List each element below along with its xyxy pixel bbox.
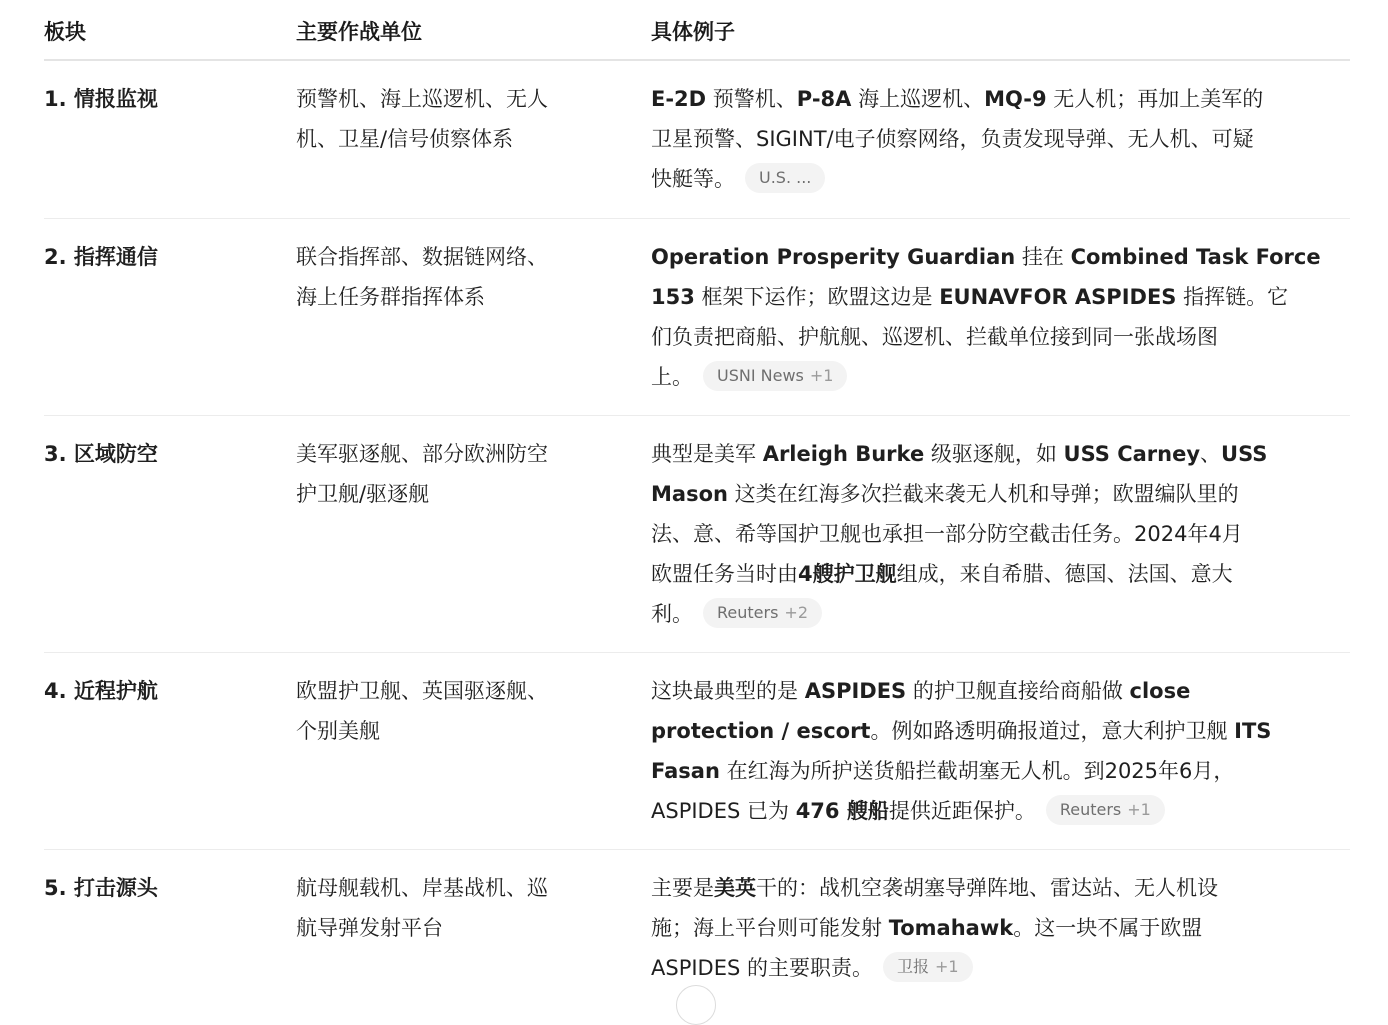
text-segment: 们负责把商船、护航舰、巡逻机、拦截单位接到同一张战场图 <box>651 325 1218 349</box>
example-cell <box>651 671 1350 831</box>
source-citation-badge[interactable] <box>703 361 847 391</box>
text-segment: 、 <box>1200 442 1222 466</box>
units-line: 预警机、海上巡逻机、无人 <box>296 87 548 111</box>
bold-text: USS Carney <box>1063 442 1201 466</box>
source-citation-badge[interactable] <box>703 598 822 628</box>
citation-source: 卫报 <box>897 957 930 976</box>
bold-text: Arleigh Burke <box>762 442 925 466</box>
units-line: 机、卫星/信号侦察体系 <box>296 127 514 151</box>
text-segment: 。这一块不属于欧盟 <box>1013 916 1203 940</box>
example-line <box>651 357 1350 397</box>
citation-extra-count: +1 <box>809 366 834 385</box>
bold-text: 153 <box>651 285 695 309</box>
example-line <box>651 514 1350 554</box>
bold-text: Combined Task Force <box>1070 245 1321 269</box>
bold-text: Mason <box>651 482 728 506</box>
units-line: 个别美舰 <box>296 719 380 743</box>
citation-extra-count: +1 <box>1127 800 1151 819</box>
units-line: 联合指挥部、数据链网络、 <box>296 245 548 269</box>
text-segment: 。例如路透明确报道过，意大利护卫舰 <box>870 719 1235 743</box>
units-line: 航母舰载机、岸基战机、巡 <box>296 876 548 900</box>
example-line <box>651 671 1350 711</box>
text-segment: 法、意、希等国护卫舰也承担一部分防空截击任务。2024年4月 <box>651 522 1243 546</box>
example-line <box>651 317 1350 357</box>
text-segment: 在红海为所护送货船拦截胡塞无人机。到2025年6月， <box>719 759 1235 783</box>
example-line <box>651 119 1350 159</box>
example-line <box>651 237 1350 277</box>
bold-text: 4艘护卫舰 <box>798 562 897 586</box>
table-row <box>44 653 1350 850</box>
header-sector: 板块 <box>44 20 86 44</box>
table-header <box>44 0 1350 61</box>
text-segment: 施；海上平台则可能发射 <box>651 916 889 940</box>
text-segment: 级驱逐舰，如 <box>924 442 1064 466</box>
text-segment: 卫星预警、SIGINT/电子侦察网络，负责发现导弹、无人机、可疑 <box>651 127 1254 151</box>
header-examples: 具体例子 <box>651 20 735 44</box>
units-line: 美军驱逐舰、部分欧洲防空 <box>296 442 548 466</box>
citation-source: Reuters <box>1059 800 1122 819</box>
sector-name: 5. 打击源头 <box>44 876 158 900</box>
table-row <box>44 61 1350 219</box>
example-cell <box>651 434 1350 634</box>
units-cell <box>296 868 596 948</box>
table-row <box>44 416 1350 653</box>
units-line: 航导弹发射平台 <box>296 916 443 940</box>
text-segment: 典型是美军 <box>651 442 763 466</box>
example-line <box>651 948 1350 988</box>
example-line <box>651 554 1350 594</box>
units-cell <box>296 237 596 317</box>
example-line <box>651 434 1350 474</box>
bold-text: USS <box>1221 442 1268 466</box>
source-citation-badge[interactable] <box>883 952 973 982</box>
text-segment: 上。 <box>651 365 693 389</box>
scroll-down-button[interactable] <box>676 985 716 1025</box>
text-segment: 这类在红海多次拦截来袭无人机和导弹；欧盟编队里的 <box>727 482 1239 506</box>
bold-text: Operation Prosperity Guardian <box>651 245 1016 269</box>
bold-text: ITS <box>1234 719 1272 743</box>
citation-source: Reuters <box>717 603 779 622</box>
units-line: 欧盟护卫舰、英国驱逐舰、 <box>296 679 548 703</box>
bold-text: EUNAVFOR ASPIDES <box>939 285 1177 309</box>
bold-text: 476 艘船 <box>795 799 889 823</box>
bold-text: Fasan <box>651 759 720 783</box>
bold-text: MQ-9 <box>984 87 1047 111</box>
text-segment: 挂在 <box>1015 245 1071 269</box>
text-segment: 提供近距保护。 <box>888 799 1036 823</box>
text-segment: 欧盟任务当时由 <box>651 562 798 586</box>
bold-text: Tomahawk <box>888 916 1014 940</box>
text-segment: ASPIDES 已为 <box>651 799 796 823</box>
sector-name: 2. 指挥通信 <box>44 245 158 269</box>
bold-text: E-2D <box>651 87 707 111</box>
table-body <box>44 61 1350 1010</box>
text-segment: 快艇等。 <box>651 167 735 191</box>
text-segment: 这块最典型的是 <box>651 679 805 703</box>
text-segment: 无人机；再加上美军的 <box>1046 87 1264 111</box>
example-line <box>651 474 1350 514</box>
example-cell <box>651 237 1350 397</box>
citation-extra-count: +1 <box>935 957 959 976</box>
citation-extra-count: +2 <box>784 603 809 622</box>
text-segment: ASPIDES 的主要职责。 <box>651 956 873 980</box>
text-segment: 指挥链。它 <box>1176 285 1289 309</box>
text-segment: 框架下运作；欧盟这边是 <box>694 285 940 309</box>
example-line <box>651 277 1350 317</box>
text-segment: 干的：战机空袭胡塞导弹阵地、雷达站、无人机设 <box>756 876 1218 900</box>
citation-source: USNI News <box>717 366 804 385</box>
text-segment: 利。 <box>651 602 693 626</box>
units-line: 护卫舰/驱逐舰 <box>296 482 430 506</box>
sector-name: 4. 近程护航 <box>44 679 158 703</box>
bold-text: ASPIDES <box>804 679 907 703</box>
example-line <box>651 791 1350 831</box>
source-citation-badge[interactable] <box>745 163 825 193</box>
bold-text: P-8A <box>796 87 852 111</box>
example-line <box>651 711 1350 751</box>
units-cell <box>296 79 596 159</box>
example-line <box>651 868 1350 908</box>
units-cell <box>296 434 596 514</box>
bold-text: close <box>1129 679 1191 703</box>
source-citation-badge[interactable] <box>1046 795 1165 825</box>
units-cell <box>296 671 596 751</box>
citation-source: U.S. ... <box>759 168 812 187</box>
header-units: 主要作战单位 <box>296 20 422 44</box>
example-cell <box>651 868 1350 988</box>
bold-text: protection / escort <box>651 719 871 743</box>
example-line <box>651 594 1350 634</box>
text-segment: 组成，来自希腊、德国、法国、意大 <box>896 562 1233 586</box>
example-line <box>651 159 1350 199</box>
example-line <box>651 79 1350 119</box>
comparison-table <box>44 0 1350 1010</box>
text-segment: 主要是 <box>651 876 714 900</box>
example-line <box>651 908 1350 948</box>
sector-name: 3. 区域防空 <box>44 442 158 466</box>
bold-text: 美英 <box>714 876 756 900</box>
example-line <box>651 751 1350 791</box>
example-cell <box>651 79 1350 199</box>
text-segment: 海上巡逻机、 <box>851 87 985 111</box>
text-segment: 的护卫舰直接给商船做 <box>906 679 1130 703</box>
sector-name: 1. 情报监视 <box>44 87 158 111</box>
text-segment: 预警机、 <box>706 87 797 111</box>
table-row <box>44 219 1350 416</box>
units-line: 海上任务群指挥体系 <box>296 285 485 309</box>
